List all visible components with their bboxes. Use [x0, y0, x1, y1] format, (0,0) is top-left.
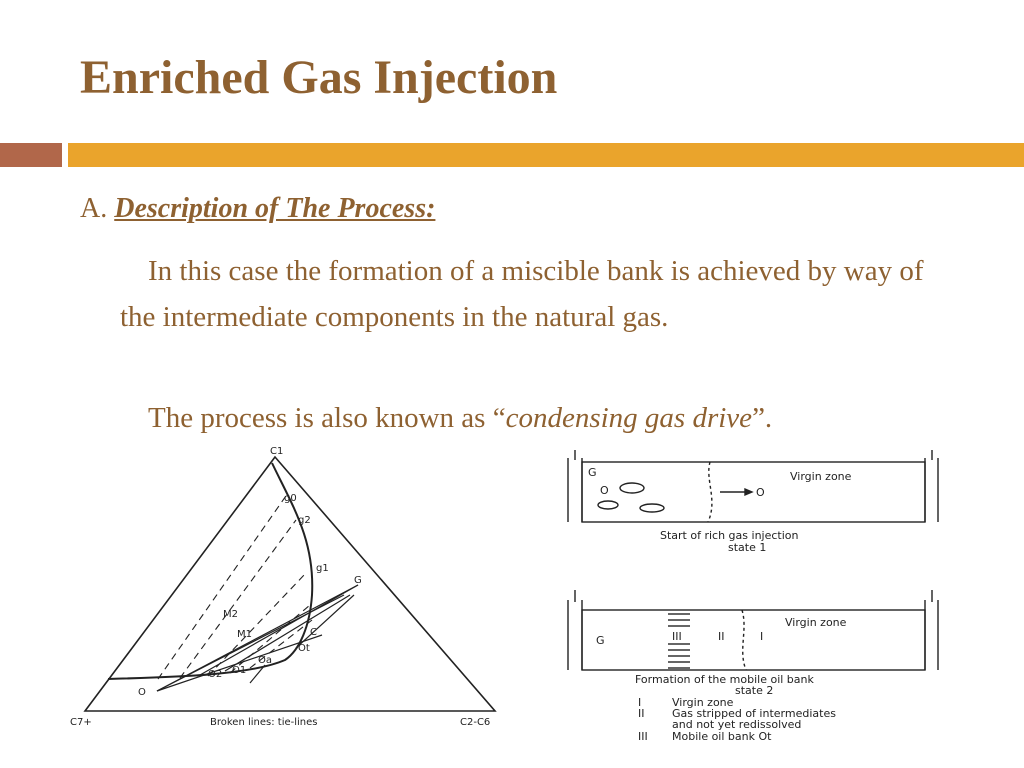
title-rule-right	[68, 143, 1024, 167]
state2-zone-label: Virgin zone	[785, 616, 847, 629]
legend-text-4: Mobile oil bank Ot	[672, 730, 772, 743]
caption: Broken lines: tie-lines	[210, 717, 318, 728]
paragraph-2-prefix: The process is also known as “	[148, 402, 506, 434]
point-Oa: Oa	[258, 655, 272, 666]
point-M2: M2	[223, 609, 238, 620]
paragraph-2-suffix: ”.	[752, 402, 773, 434]
apex-top-label: C1	[270, 446, 284, 457]
paragraph-2	[120, 395, 950, 441]
vertex-right-label: C2-C6	[460, 717, 491, 728]
state1-caption-2: state 1	[728, 541, 767, 554]
legend-num-4: III	[638, 730, 648, 743]
point-O1: O1	[232, 665, 247, 676]
state2-zone2: II	[718, 630, 725, 643]
section-marker: A.	[80, 193, 108, 224]
section-label: Description of The Process:	[114, 193, 436, 224]
slide-title: Enriched Gas Injection	[80, 51, 558, 104]
paragraph-1: In this case the formation of a miscible bank is achieved by way of the intermediate components in the natural gas.	[120, 255, 924, 333]
point-O: O	[138, 687, 146, 698]
legend-text-1: Virgin zone	[672, 696, 734, 709]
state1-gas-label: G	[588, 466, 597, 479]
point-g0: g0	[284, 493, 297, 504]
point-G: G	[354, 575, 362, 586]
legend-text-2: Gas stripped of intermediates	[672, 707, 836, 720]
state2-zone3: III	[672, 630, 682, 643]
legend-num-1: I	[638, 696, 642, 709]
legend-num-2: II	[638, 707, 645, 720]
state1-caption-1: Start of rich gas injection	[660, 529, 799, 542]
point-g1: g1	[316, 563, 329, 574]
point-C: C	[310, 627, 317, 638]
state1-oil-right: O	[756, 486, 765, 499]
vertex-left-label: C7+	[70, 717, 92, 728]
point-O2: O2	[208, 669, 223, 680]
point-g2: g2	[298, 515, 311, 526]
state2-caption-2: state 2	[735, 684, 774, 697]
point-M1: M1	[237, 629, 252, 640]
state2-gas-label: G	[596, 634, 605, 647]
state1-oil-left: O	[600, 484, 609, 497]
state1-diagram	[560, 450, 960, 565]
legend-text-3: and not yet redissolved	[672, 718, 802, 731]
ternary-diagram	[60, 445, 530, 730]
point-Ot: Ot	[298, 643, 310, 654]
state2-diagram	[560, 590, 960, 750]
state2-caption-1: Formation of the mobile oil bank	[635, 673, 814, 686]
title-rule-left	[0, 143, 62, 167]
section-heading	[80, 193, 435, 225]
state2-zone1: I	[760, 630, 764, 643]
state1-zone-label: Virgin zone	[790, 470, 852, 483]
paragraph-2-term: condensing gas drive	[505, 402, 753, 434]
